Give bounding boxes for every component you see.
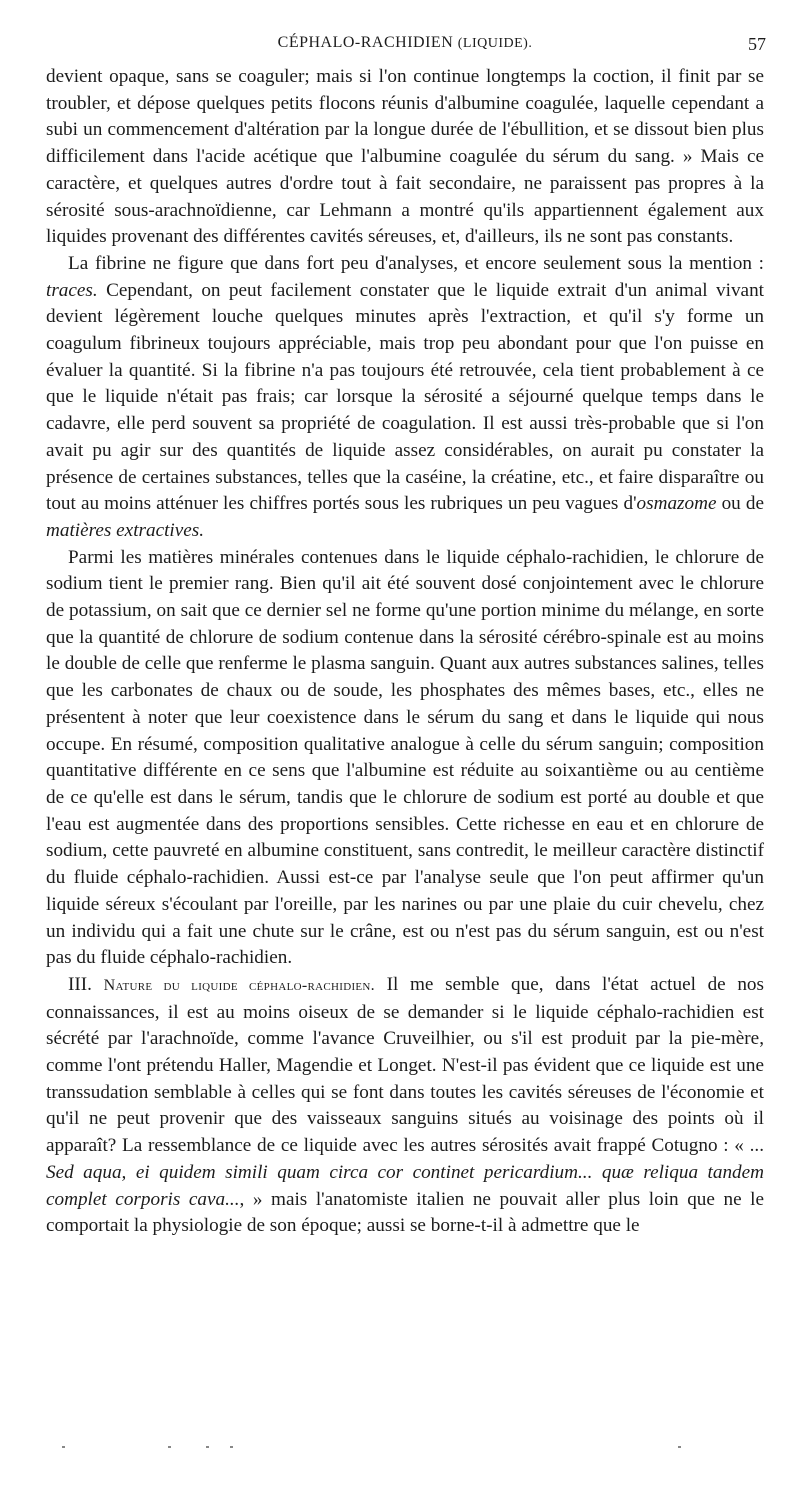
text-run: La fibrine ne figure que dans fort peu d'analyses, et encore seulement sous la mention :	[68, 252, 764, 274]
italic-text: matières extractives.	[46, 519, 205, 541]
section-heading: Nature du liquide céphalo-rachidien.	[103, 976, 375, 994]
italic-text: Sed aqua, ei quidem simili quam circa cor continet pericardium... quæ reliqua tandem complet corporis cava...	[46, 1161, 764, 1210]
footer-marks	[60, 1446, 700, 1452]
text-run: Parmi les matières minérales contenues dans le liquide céphalo-rachidien, le chlorure de sodium tient le premier rang. Bien qu'il ait été souvent dosé conjointement avec le chlorure de potassium, on sait que ce dernier sel ne forme qu'une portion minime du mélange, en sorte que la quantité de chlorure de sodium contenue dans la sérosité cérébro-spinale est au moins le double de celle que renferme le plasma sanguin. Quant aux autres substances salines, telles que les carbonates de chaux ou de soude, les phosphates des mêmes bases, etc., elles ne présentent à noter que leur coexistence dans le sérum du sang et dans le liquide qui nous occupe. En résumé, composition qualitative analogue à celle du sérum sanguin; composition quantitative différente en ce sens que l'albumine est réduite au soixantième ou au centième de ce qu'elle est dans le sérum, tandis que le chlorure de sodium est porté au double et que l'eau est augmentée dans des proportions sensibles. Cette richesse en eau et en chlorure de sodium, cette pauvreté en albumine constituent, sans contredit, le meilleur caractère distinctif du fluide céphalo-rachidien. Aussi est-ce par l'analyse seule que l'on peut affirmer qu'un liquide séreux s'écoulant par l'oreille, par les narines ou par une plaie du cuir chevelu, chez un individu qui a fait une chute sur le crâne, est ou n'est pas du sérum sanguin, est ou n'est pas du fluide céphalo-rachidien.	[46, 546, 764, 969]
text-run: ou de	[716, 493, 764, 515]
text-run: III.	[68, 973, 104, 995]
text-run: devient opaque, sans se coaguler; mais si l'on continue longtemps la coction, il finit par se troubler, et dépose quelques petits flocons réunis d'albumine coagulée, laquelle cependant a subi un commencement d'altération par la longue durée de l'ébullition, et se dissout bien plus difficilement dans l'acide acétique que l'albumine coagulée du sérum du sang. » Mais ce caractère, et quelques autres d'ordre tout à fait secondaire, ne paraissent pas propres à la sérosité sous-arachnoïdienne, car Lehmann a montré qu'ils appartiennent également aux liquides provenant des différentes cavités séreuses, et, d'ailleurs, ils ne sont pas constants.	[46, 66, 764, 248]
paragraph	[46, 251, 764, 545]
paragraph	[46, 64, 764, 251]
paragraph	[46, 972, 764, 1240]
text-run: Cependant, on peut facilement constater que le liquide extrait d'un animal vivant devient légèrement louche quelques minutes après l'extraction, et qu'il s'y forme un coagulum fibrineux toujours appréciable, mais trop peu abondant pour que l'on puisse en évaluer la quantité. Si la fibrine n'a pas toujours été retrouvée, cela tient probablement à ce que le liquide n'était pas frais; car lorsque la sérosité a séjourné quelque temps dans le cadavre, elle perd souvent sa propriété de coagulation. Il est aussi très-probable que si l'on avait pu agir sur des quantités de liquide assez considérables, on aurait pu constater la présence de certaines substances, telles que la caséine, la créatine, etc., et faire disparaître ou tout au moins atténuer les chiffres portés sous les rubriques un peu vagues d'	[46, 279, 764, 515]
page-header	[40, 34, 770, 56]
running-head	[40, 34, 770, 52]
text-run: , » mais l'anatomiste italien ne pouvait aller plus loin que ne le comportait la physiologie de son époque; aussi se borne-t-il à admettre que le	[46, 1188, 764, 1237]
running-head-title: CÉPHALO-RACHIDIEN	[277, 34, 454, 51]
paragraph	[46, 545, 764, 972]
italic-text: traces.	[46, 279, 98, 301]
running-head-subtitle: (LIQUIDE).	[457, 36, 533, 51]
page-number: 57	[748, 34, 766, 54]
text-run: Il me semble que, dans l'état actuel de nos connaissances, il est au moins oiseux de se demander si le liquide céphalo-rachidien est sécrété par l'arachnoïde, comme l'avance Cruveilhier, ou s'il est produit par la pie-mère, comme l'ont prétendu Haller, Magendie et Longet. N'est-il pas évident que ce liquide est une transsudation semblable à celles qui se font dans toutes les cavités séreuses de l'économie et qu'il ne peut provenir que des vaisseaux sanguins situés au voisinage des points où il apparaît? La ressemblance de ce liquide avec les autres sérosités avait frappé Cotugno : « ...	[46, 973, 764, 1157]
italic-text: osmazome	[636, 493, 717, 515]
body-text	[46, 64, 764, 1240]
